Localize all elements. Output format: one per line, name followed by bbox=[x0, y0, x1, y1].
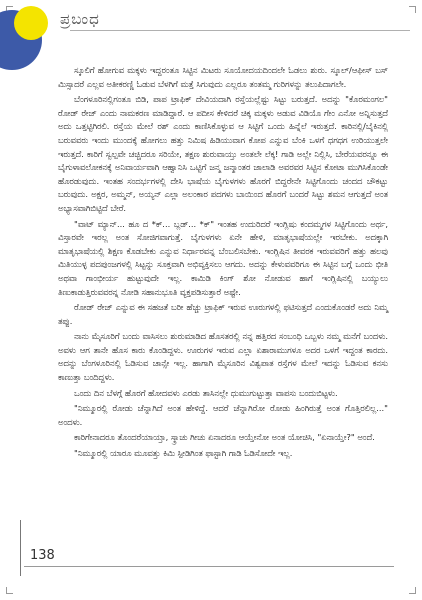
paragraph: ನಾನು ಮೈಸೂರಿಗೆ ಬಂದು ವಾಸಿಸಲು ಶುರುಮಾಡಿದ ಹೊಸತರಲ್ಲಿ ನನ್ನ ಹತ್ತಿರದ ಸಂಬಂಧಿ ಒಬ್ಬಳು ನಮ್ಮ ಮನೆಗೆ ಬಂದಳು. ಅವಳು ಆಗ ತಾನೇ ಹೊಸ ಕಾರು ಕೊಂಡಿದ್ದಳು. ಊರುಗಳ ಇರುವ ಎಲ್ಲಾ ಏಶಾರಾಮುಗಳೂ ಅದರ ಒಳಗೆ ಇದ್ದಂತ ಕಾರದು. ಅದನ್ನು ಬೆಂಗಳೂರಿನಲ್ಲಿ ಓಡಿಸುವ ಚಾನ್ಸೇ ಇಲ್ಲ. ಹಾಗಾಗಿ ಮೈಸೂರಿನ ವಿಶ್ವಪಾತ ರಸ್ತೆಗಳ ಮೇಲೆ ಇದನ್ನು ಓಡಿಸುವ ಕನಸು ಕಾಣುತ್ತಾ ಬಂದಿದ್ದಳು. bbox=[58, 331, 388, 383]
page-number: 138 bbox=[30, 548, 55, 563]
paragraph: "ನಿಮ್ಮೂರಲ್ಲಿ ಯಾರೂ ಮೂವತ್ತು ಕಿಮಿ ಸ್ಪೀಡಿಗಿಂತ ಫಾಸ್ಟಾಗಿ ಗಾಡಿ ಓಡಿಸೋದೇ ಇಲ್ಲ. bbox=[74, 448, 293, 459]
crop-mark-bottom-right bbox=[409, 587, 416, 594]
paragraph: "ನಿಮ್ಮೂರಲ್ಲಿ ರೋಡು ಚೆನ್ನಾಗಿದೆ ಅಂತ ಹೇಳಿದ್ದೆ. ಆದರೆ ಚೆನ್ನಾಗಿರೋ ರೋಡು ಹಿಂಗಿರುತ್ತೆ ಅಂತ ಗೊತ್ತಿರಲಿಲ್ಲ..." ಅಂದಳು. bbox=[58, 403, 388, 427]
header-divider bbox=[70, 30, 410, 31]
paragraph: ಬೆಂಗಳೂರಿನಲ್ಲಿಗಂತೂ ಬಿಡಿ, ಪಾಪ ಟ್ರಾಫಿಕ್ ದೇವಿಯದಾಗಿ ರಸ್ತೆಯಲ್ಲೆಷ್ಟು ಸಿಟ್ಟು ಬರುತ್ತದೆ. ಅದನ್ನು "ಕೊರಮಂಗಲ" ರೋಡ್ ರೇಜ್ ಎಂದು ನಾಮಕರಣ ಮಾಡಿದ್ದಾರೆ. ಆ ಪದೀಸ ಕೇಳಿದರೆ ಚಿಕ್ಕ ಮಕ್ಕಳು ಅಡುವ ವಿಡಿಯೊ ಗೇಂ ಎನೋ ಅನ್ನಿಸುತ್ತದೆ ಅದು ಒತ್ತಟ್ಟಿಗಿರಲಿ. ರಸ್ತೆಯ ಮೇಲೆ ರಶ್ ಎಂದು ಕಾಣಿಸಿಕೊಳ್ಳುವ ಆ ಸಿಟ್ಟಿಗೆ ಒಂದು ಹಿನ್ನೆಲೆ ಇರುತ್ತದೆ. ಕಾರಿನಲ್ಲಿ/ಬೈಕಿನಲ್ಲಿ ಬರುವವರು ಇಂದು ಮುಂದಕ್ಕೆ ಹೋಗಲು ಹತ್ತು ನಿಮಿಷ ಹಿಡಿಯುವಾಗ ಕೋಪ ಎನ್ನುವ ಬೆಂಕಿ ಒಳಗೆ ಧಗಧಗ ಉರಿಯುತ್ತಲೇ ಇರುತ್ತದೆ. ಕಾರಿಗೆ ಸ್ವಲ್ಪವೇ ಚಚ್ಚಿದರೂ ಸರಿಯೇ, ತಕ್ಷಣ ಶುರುವಾಯ್ತು ಅಂತಲೇ ಲೆಕ್ಕ! ಗಾಡಿ ಅಲ್ಲೇ ನಿಲ್ಲಿಸಿ, ಬೇರೆಯವರನ್ನೂ ಈ ಬೈಗುಳಾವಲೋಕನಕ್ಕೆ ಅನಿವಾರ್ಯವಾಗಿ ಆಹ್ವಾನಿಸಿ ಒಟ್ಟಿಗೆ ಜನ್ಮ ಜನ್ಮಾಂತರ ಜಾಲಾಡಿ ಅವರವರ ಸಿಟ್ಟಿನ ಕೋಟಾ ಮುಗಿಸಿಕೊಂಡೇ ಹೊರಡುವುದು. ಇಂತಹ ಸಂದರ್ಭಗಳಲ್ಲಿ ದೇಸಿ ಭಾಷೆಯ ಬೈಗುಳಗಳು ಹೊರಗೆ ಬಿದ್ದರೇನೇ ಸಿಟ್ಟಿಗೊಂದು ಚಂದದ ಚೌಕಟ್ಟು ಬರುವುದು. ಅಕ್ಷರ, ಅಮ್ಮನ್, ಅಯ್ಯನ್ ಎಲ್ಲಾ ಅಲಂಕಾರ ಪದಗಳು ಬಾಯಿಂದ ಹೊರಗೆ ಬಂದರೆ ಸಿಟ್ಟು ಶಮನ ಆಗುತ್ತದೆ ಅಂತ ಅಭ್ಯಾಸವಾಗಿಬಿಟ್ಟಿದೆ ಬೇರೆ. bbox=[58, 94, 388, 213]
paragraph: ರೋಡ್ ರೇಜ್ ಎನ್ನುವ ಈ ಸಹಜತೆ ಬರೀ ಹೆಚ್ಚು ಟ್ರಾಫಿಕ್ ಇರುವ ಊರುಗಳಲ್ಲಿ ಫಟಿಸುತ್ತದೆ ಎಂದುಕೊಂಡರೆ ಅದು ನಿಮ್ಮ ತಪ್ಪು. bbox=[58, 302, 388, 326]
paragraph: ಸ್ಕೂಲಿಗೆ ಹೋಗುವ ಮಕ್ಕಳು ಇದ್ದರಂತೂ ಸಿಟ್ಟಿನ ಮಿಟರು ಸೂಯೋದಯದಿಂದಲೇ ಓಡಲು ಶುರು. ಸ್ಕೂಲ್/ಆಫೀಸ್ ಬಸ್ ಮಿಸ್ಸಾದರೆ ಎಲ್ಲವ ಅತೀಕರಣ್ಣಿ ಓಡುವ ಬೆಳಗಿಗೆ ಮತ್ತೆ ಸಿಗುವುದು ಎಲ್ಲರೂ ತಂತಮ್ಮ ಗುರಿಗಳನ್ನು ತಲುಪಿದಾಗಲೇ. bbox=[58, 65, 388, 89]
footer-divider bbox=[24, 566, 394, 567]
section-title: ಪ್ರಬಂಧ bbox=[60, 10, 100, 28]
crop-mark-bottom-left bbox=[6, 587, 13, 594]
page-header bbox=[0, 0, 422, 36]
decorative-yellow-circle bbox=[14, 6, 48, 40]
margin-rule bbox=[20, 520, 21, 576]
article-body bbox=[58, 64, 388, 463]
paragraph: ಕಾರಿಗೇನಾದರೂ ತೊಂದರೆಯಾಯ್ತಾ, ಸ್ಕ್ರಾಚು ಗೀಚು ಏನಾದರೂ ಆಯ್ತೇನೋ ಅಂತ ಯೋಚಿಸಿ, "ಏನಾಯ್ತೇ?" ಅಂದೆ. bbox=[74, 432, 375, 443]
paragraph: "ವಾಟ್ ಮ್ಯಾನ್... ಹೂ ದ *ಕ್... ಬ್ಲಡ್... *ಕ್" ಇಂತಹ ಉದುರಿದರೆ ಇಂಗ್ಲಿಷು ಕಂದಮ್ಮಗಳ ಸಿಟ್ಟಿಗೊಂದು ಅರ್ಥ, ವಿಸ್ತಾರವೇ ಇರಲ್ಲ ಅಂತ ಸೋಜಿಗವಾಗುತ್ತೆ. ಬೈಗುಳಗಳು ಏನೇ ಹೇಳಿ, ಮಾತೃಭಾಷೆಯಲ್ಲೇ ಇರಬೇಕು. ಅದಕ್ಕಾಗಿ ಮಾತೃಭಾಷೆಯಲ್ಲಿ ಶಿಕ್ಷಣ ಕೊಡಬೇಕು ಎನ್ನುವ ನಿರ್ಧಾರವನ್ನ ಬೆಂಬಲಿಸಬೇಕು. ಇಂಗ್ಲಿಷಿನ ತೀವರಕ ಇರುವವರಿಗೆ ಹತ್ತು ಹಲವು ಮಿತಿಯುಳ್ಳ ಪದಪುಂಜಗಳಲ್ಲಿ ಸಿಟ್ಟನ್ನು ಸೂಕ್ತವಾಗಿ ಅಭಿವ್ಯಕ್ತಿಸಲು ಆಗದು. ಅದನ್ನು ಕೇಳುವವರಿಗೂ ಈ ಸಿಟ್ಟಿನ ಬಗ್ಗೆ ಒಂದು ಭೀತಿ ಅಥವಾ ಗಾಂಭೀರ್ಯ ಹುಟ್ಟುವುದೇ ಇಲ್ಲ. ಕಾಮಿಡಿ ಕಿಂಗ್ ಶೋ ನೋಡುವ ಹಾಗೆ ಇಂಗ್ಲಿಷಿನಲ್ಲಿ ಬಯ್ಯುಲು ತಿಣುಕಾಡುತ್ತಿರುವವರನ್ನ ನೋಡಿ ಸಹಾನುಭೂತಿ ವ್ಯಕ್ತಪಡಿಸುತ್ತಾರೆ ಅಷ್ಟೇ. bbox=[58, 218, 388, 297]
paragraph: ಒಂದು ದಿನ ಬೆಳಗ್ಗೆ ಹೊರಗೆ ಹೋದವಳು ಎರಡು ತಾಸಿನಲ್ಲೇ ಧುಮುಗುಟ್ಟುತ್ತಾ ವಾಪಸು ಬಂದುಬಿಟ್ಟಳು. bbox=[74, 387, 338, 398]
